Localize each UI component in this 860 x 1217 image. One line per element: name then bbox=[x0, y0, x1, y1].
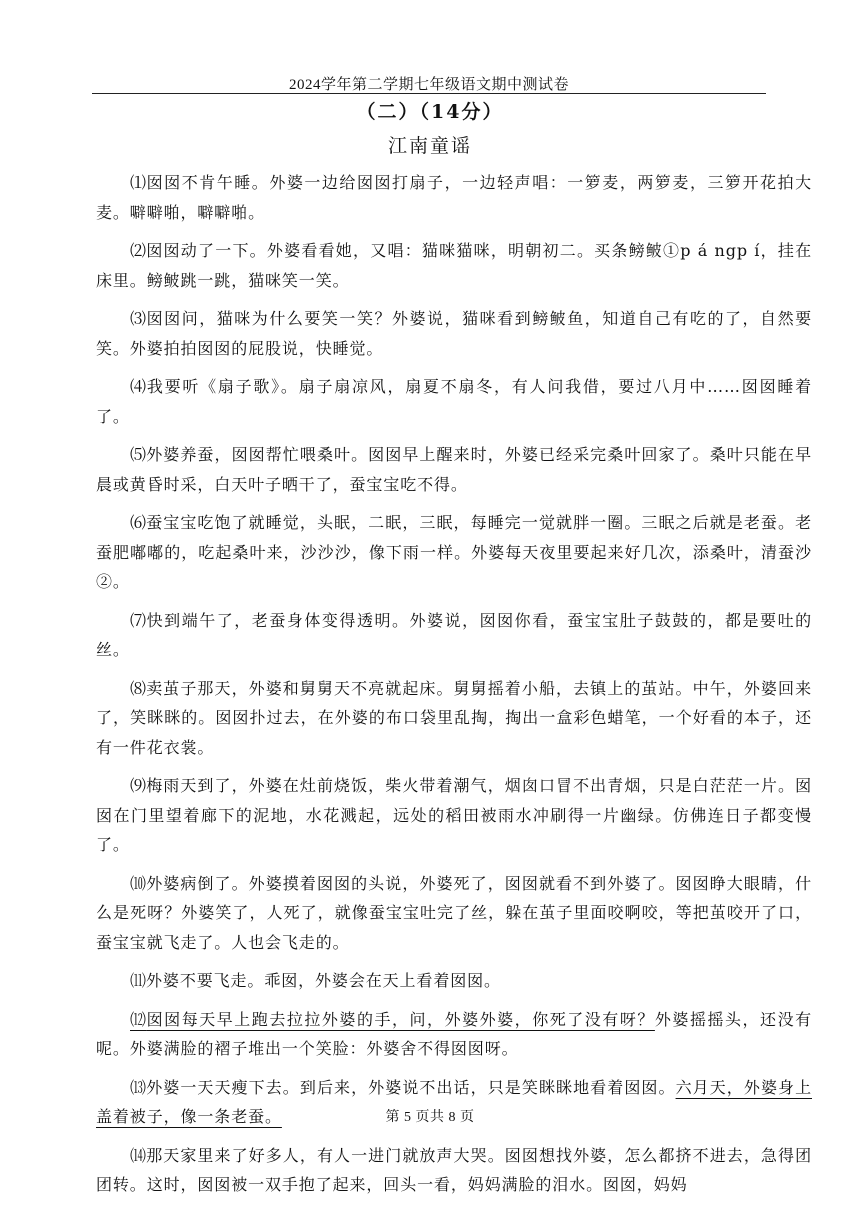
paragraph-14: ⒁那天家里来了好多人，有人一进门就放声大哭。囡囡想找外婆，怎么都挤不进去，急得团团转。这时，囡囡被一双手抱了起来，回头一看，妈妈满脸的泪水。囡囡，妈妈 bbox=[96, 1145, 812, 1194]
page-number: 第 5 页共 8 页 bbox=[385, 1110, 475, 1125]
paragraph-11: ⑾外婆不要飞走。乖囡，外婆会在天上看着囡囡。 bbox=[130, 971, 501, 990]
paragraph-5: ⑸外婆养蚕，囡囡帮忙喂桑叶。囡囡早上醒来时，外婆已经采完桑叶回家了。桑叶只能在早晨或黄昏时采，白天叶子晒干了，蚕宝宝吃不得。 bbox=[96, 445, 812, 494]
paragraph-12: ⑿囡囡每天早上跑去拉拉外婆的手，问，外婆外婆，你死了没有呀？外婆摇摇头，还没有呢。外婆满脸的褶子堆出一个笑脸：外婆舍不得囡囡呀。 bbox=[96, 1009, 812, 1058]
paragraph-7: ⑺快到端午了，老蚕身体变得透明。外婆说，囡囡你看，蚕宝宝肚子鼓鼓的，都是要吐的丝。 bbox=[96, 610, 812, 659]
story-body bbox=[96, 168, 812, 1209]
story-title: 江南童谣 bbox=[387, 135, 472, 157]
paragraph-3: ⑶囡囡问，猫咪为什么要笑一笑？外婆说，猫咪看到鳑鲏鱼，知道自己有吃的了，自然要笑。外婆拍拍囡囡的屁股说，快睡觉。 bbox=[96, 309, 812, 358]
underlined-sentence: 六月天，外婆身上盖着被子，像一条老蚕。 bbox=[96, 1077, 812, 1126]
paragraph-2: ⑵囡囡动了一下。外婆看看她，又唱：猫咪猫咪，明朝初二。买条鳑鲏①p á ngp í，挂在床里。鳑鲏跳一跳，猫咪笑一笑。 bbox=[96, 241, 812, 290]
exam-title: 2024学年第二学期七年级语文期中测试卷 bbox=[288, 77, 569, 93]
paragraph-13: ⒀外婆一天天瘦下去。到后来，外婆说不出话，只是笑眯眯地看着囡囡。六月天，外婆身上盖着被子，像一条老蚕。 bbox=[96, 1077, 812, 1126]
paragraph-1: ⑴囡囡不肯午睡。外婆一边给囡囡打扇子，一边轻声唱：一箩麦，两箩麦，三箩开花拍大麦。噼噼啪，噼噼啪。 bbox=[96, 173, 812, 222]
paragraph-8: ⑻卖茧子那天，外婆和舅舅天不亮就起床。舅舅摇着小船，去镇上的茧站。中午，外婆回来了，笑眯眯的。囡囡扑过去，在外婆的布口袋里乱掏，掏出一盒彩色蜡笔，一个好看的本子，还有一件花衣裳。 bbox=[96, 678, 812, 757]
paragraph-9: ⑼梅雨天到了，外婆在灶前烧饭，柴火带着潮气，烟囱口冒不出青烟，只是白茫茫一片。囡囡在门里望着廊下的泥地，水花溅起，远处的稻田被雨水冲刷得一片幽绿。仿佛连日子都变慢了。 bbox=[96, 776, 812, 854]
page-header bbox=[92, 71, 766, 94]
underlined-sentence: 囡囡每天早上跑去拉拉外婆的手，问，外婆外婆，你死了没有呀？ bbox=[146, 1009, 655, 1029]
section-title: （二）（14分） bbox=[356, 101, 504, 123]
paragraph-10: ⑽外婆病倒了。外婆摸着囡囡的头说，外婆死了，囡囡就看不到外婆了。囡囡睁大眼睛，什么是死呀？外婆笑了，人死了，就像蚕宝宝吐完了丝，躲在茧子里面咬啊咬，等把茧咬开了口，蚕宝宝就飞走了。人也会飞走的。 bbox=[96, 873, 812, 952]
paragraph-6: ⑹蚕宝宝吃饱了就睡觉，头眠，二眠，三眠，每睡完一觉就胖一圈。三眠之后就是老蚕。老蚕肥嘟嘟的，吃起桑叶来，沙沙沙，像下雨一样。外婆每天夜里要起来好几次，添桑叶，清蚕沙②。 bbox=[96, 513, 812, 591]
paragraph-4: ⑷我要听《扇子歌》。扇子扇凉风，扇夏不扇冬，有人问我借，要过八月中……囡囡睡着了。 bbox=[96, 377, 812, 426]
